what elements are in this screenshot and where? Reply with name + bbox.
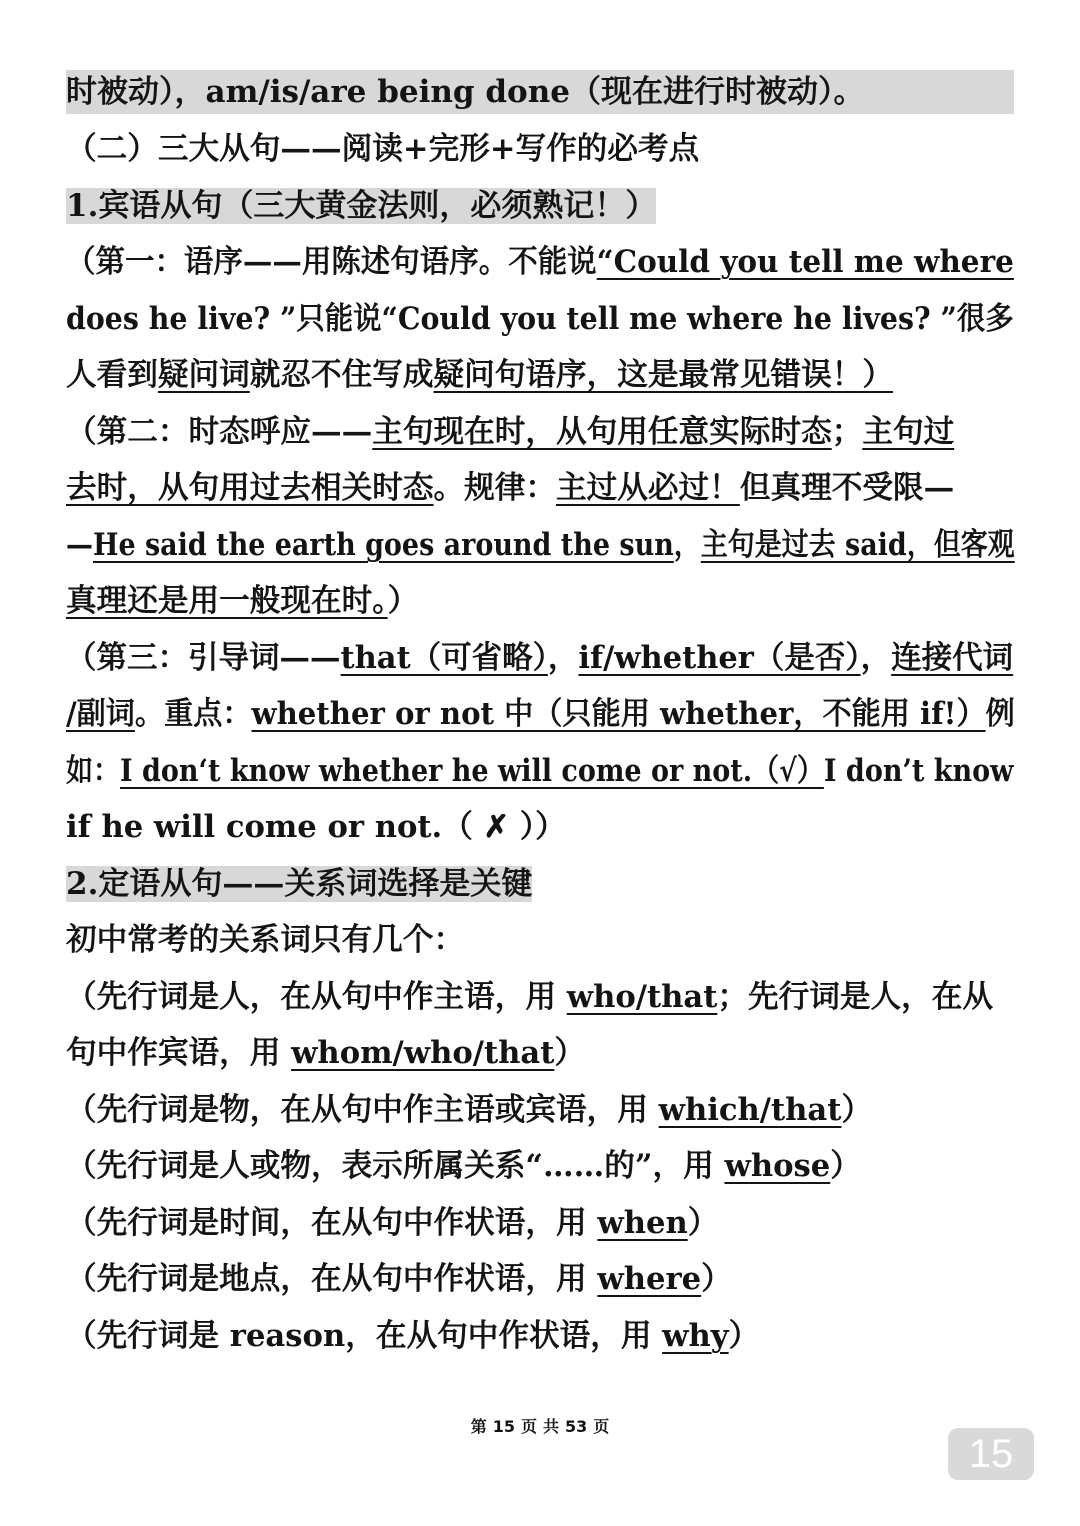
text-line-20	[66, 1144, 1014, 1188]
underlined-text: I don‘t know whether he will come or not.（√）	[120, 753, 824, 789]
text-line-13	[66, 749, 1014, 793]
line-text: ，	[673, 527, 701, 563]
line-text: 就忍不住写成	[249, 357, 434, 393]
underlined-text: that（可省略）	[340, 640, 548, 676]
line-text: ）	[701, 1261, 732, 1297]
text-line-19	[66, 1088, 1014, 1132]
text-line-4	[66, 240, 1014, 284]
line-text: （第二：时态呼应——	[66, 414, 373, 450]
text-line-21	[66, 1201, 1014, 1245]
line-text: ）	[830, 1148, 861, 1184]
section-heading-clauses	[66, 127, 1014, 171]
line-text: （先行词是物，在从句中作主语或宾语，用	[66, 1092, 659, 1128]
text-line-6	[66, 353, 1014, 397]
underlined-text: 疑问句语序，这是最常见错误！）	[433, 357, 893, 393]
heading-text: （二）三大从句——阅读+完形+写作的必考点	[66, 131, 700, 167]
line-text: （先行词是地点，在从句中作状语，用	[66, 1261, 598, 1297]
total-pages-number: 53	[565, 1417, 588, 1436]
underlined-text: 疑问词	[157, 357, 250, 393]
line-text: （先行词是时间，在从句中作状语，用	[66, 1205, 598, 1241]
line-text: ）	[687, 1205, 719, 1241]
underlined-text: why	[662, 1318, 729, 1354]
text-line-1	[66, 70, 1014, 114]
object-clause-heading	[66, 184, 656, 228]
line-text: （第三：引导词——	[66, 640, 341, 676]
line-text: ）	[841, 1092, 873, 1128]
heading-text: 1.宾语从句（三大黄金法则，必须熟记！）	[66, 188, 657, 224]
underlined-text: 主句现在时，从句用任意实际时态	[372, 414, 832, 450]
line-text: ；先行词是人，在从	[717, 979, 994, 1015]
line-text: （先行词是人或物，表示所属关系“……的”，用	[66, 1148, 725, 1184]
line-text: does he live? ”只能说“Could you tell me where he lives? ”很多	[66, 301, 1014, 337]
underlined-text: /副词	[66, 696, 135, 732]
underlined-text: 真理还是用一般现在时。	[66, 583, 388, 619]
line-text: I don’t know	[823, 753, 1014, 789]
underlined-text: whose	[724, 1148, 831, 1184]
line-text: if he will come or not.（ ✗ ））	[66, 809, 566, 845]
text-line-7	[66, 410, 1014, 454]
line-text: 时被动），am/is/are being done（现在进行时被动）。	[66, 74, 865, 110]
text-line-8	[66, 466, 1014, 510]
underlined-text: which/that	[658, 1092, 842, 1128]
text-line-9	[66, 523, 1015, 567]
page-footer	[0, 1414, 1080, 1437]
underlined-text: who/that	[566, 979, 718, 1015]
footer-text: 页	[520, 1417, 537, 1436]
line-text: 句中作宾语，用	[66, 1035, 292, 1071]
line-text: 。规律：	[433, 470, 557, 506]
text-line-10	[66, 579, 1014, 623]
underlined-text: whether or not 中（只能用 whether，不能用 if!）	[251, 696, 986, 732]
line-text: 。重点：	[134, 696, 252, 732]
line-text: ）	[387, 583, 419, 619]
underlined-text: 主句是过去 said，但客观	[700, 527, 1015, 563]
text-line-5	[66, 297, 1014, 341]
line-text: 初中常考的关系词只有几个：	[66, 922, 465, 958]
line-text: 人看到	[66, 357, 158, 393]
text-line-11	[66, 636, 1014, 680]
line-text: —	[66, 527, 93, 563]
footer-text: 共	[543, 1417, 560, 1436]
underlined-text: 去时，从句用过去相关时态	[66, 470, 434, 506]
footer-text: 第	[470, 1417, 487, 1436]
footer-text: 页	[593, 1417, 610, 1436]
text-line-12	[66, 692, 1015, 736]
line-text: 但真理不受限—	[739, 470, 955, 506]
heading-text: 2.定语从句——关系词选择是关键	[66, 866, 533, 902]
line-text: ）	[554, 1035, 586, 1071]
line-text: 例	[985, 696, 1015, 732]
underlined-text: when	[597, 1205, 688, 1241]
underlined-text: if/whether（是否）	[578, 640, 861, 676]
text-line-22	[66, 1257, 1014, 1301]
line-text: ）	[728, 1318, 760, 1354]
current-page-number: 15	[492, 1417, 515, 1436]
underlined-text: 主句过	[862, 414, 955, 450]
line-text: ；	[831, 414, 863, 450]
line-text: ，	[547, 640, 579, 676]
text-line-16	[66, 918, 1014, 962]
underlined-text: whom/who/that	[291, 1035, 555, 1071]
text-line-18	[66, 1031, 1014, 1075]
underlined-text: where	[597, 1261, 702, 1297]
underlined-text: “Could you tell me where	[596, 244, 1014, 280]
line-text: （先行词是人，在从句中作主语，用	[66, 979, 567, 1015]
text-line-14	[66, 805, 1014, 849]
page-number-badge: 15	[948, 1428, 1034, 1480]
underlined-text: 主过从必过！	[556, 470, 740, 506]
line-text: （先行词是 reason，在从句中作状语，用	[66, 1318, 663, 1354]
line-text: 如：	[66, 753, 121, 789]
text-line-23	[66, 1314, 1014, 1358]
line-text: （第一：语序——用陈述句语序。不能说	[66, 244, 597, 280]
line-text: ，	[860, 640, 892, 676]
text-line-17	[66, 975, 1014, 1019]
underlined-text: He said the earth goes around the sun	[92, 527, 674, 563]
underlined-text: 连接代词	[891, 640, 1014, 676]
relative-clause-heading	[66, 862, 532, 906]
